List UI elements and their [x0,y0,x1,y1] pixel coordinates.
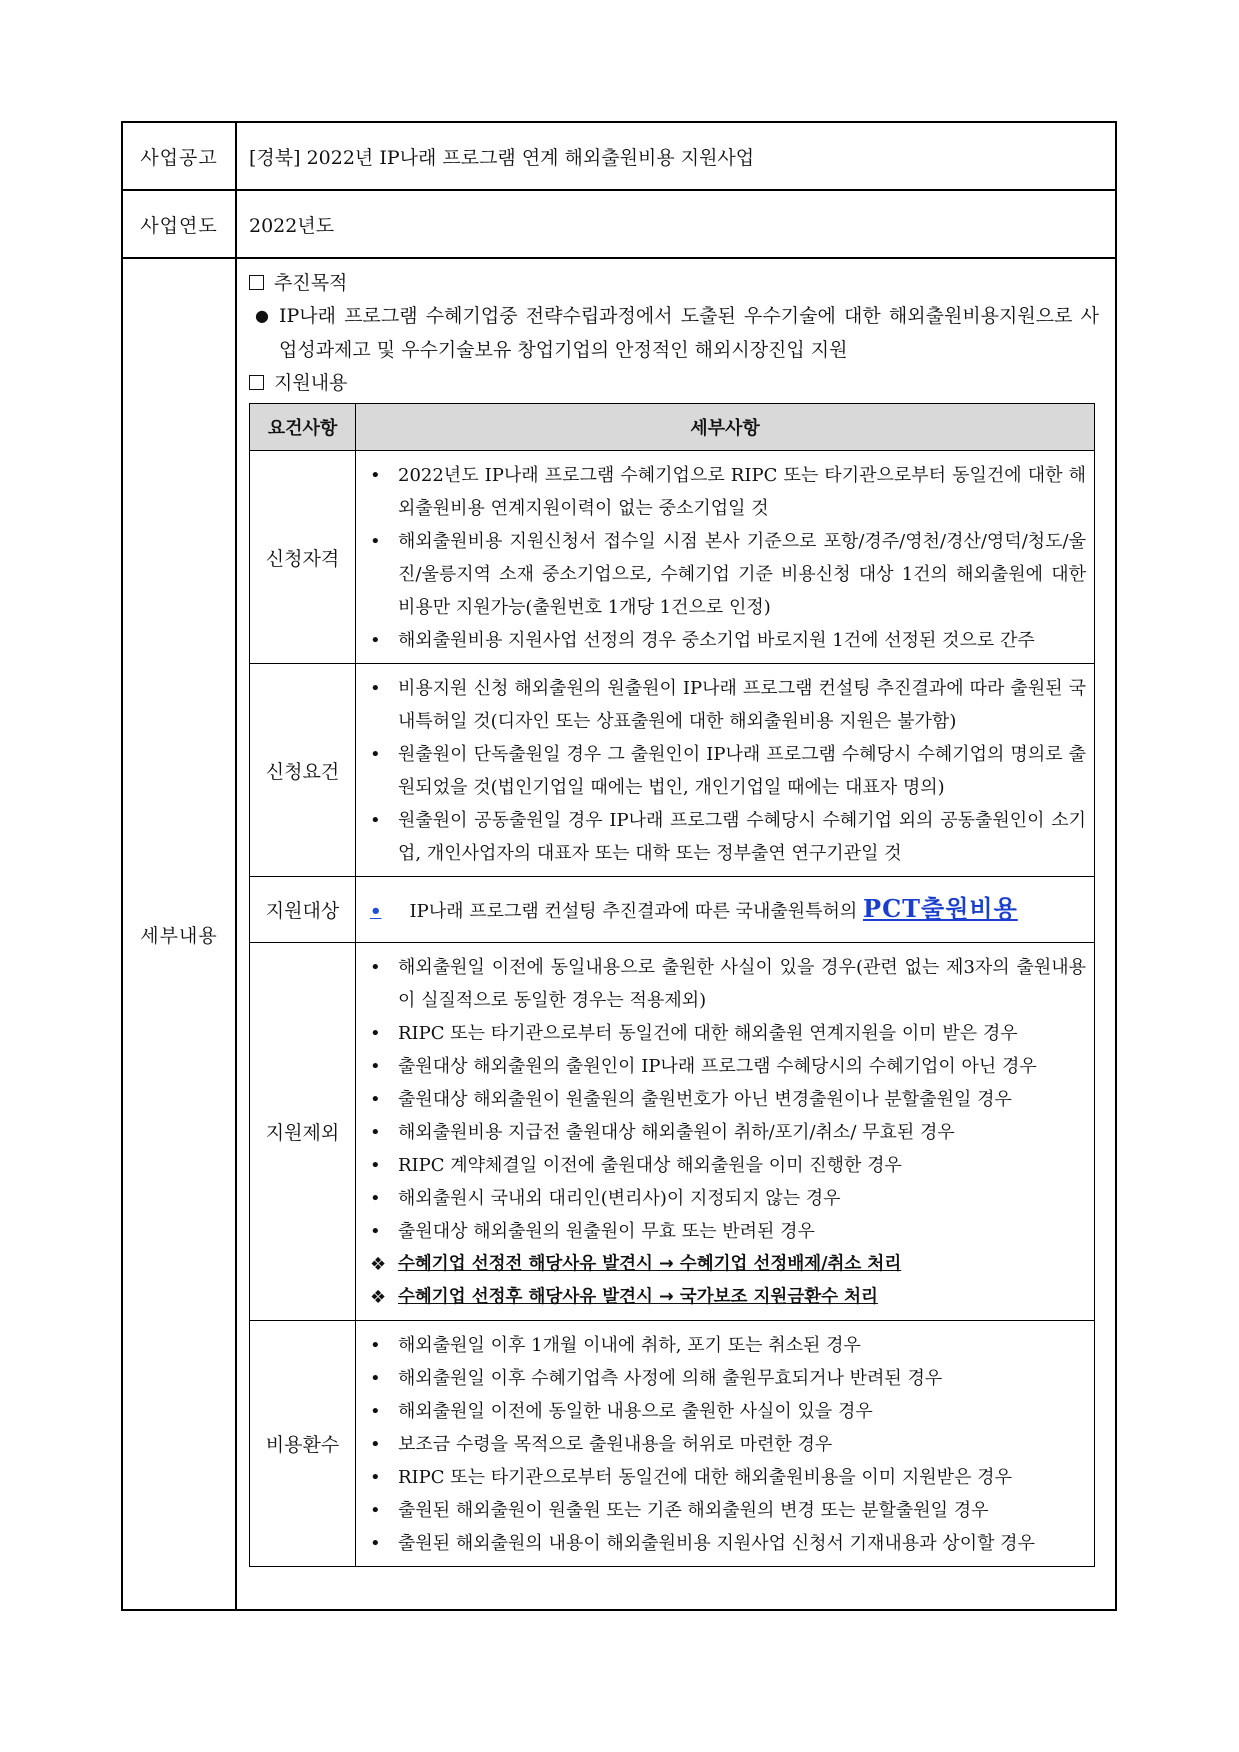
list-item: • 비용지원 신청 해외출원의 원출원이 IP나래 프로그램 컨설팅 추진결과에 따라 출원된 국내특허일 것(디자인 또는 상표출원에 대한 해외출원비용 지원은 불가함) [370,678,1086,732]
row-value-target: • IP나래 프로그램 컨설팅 추진결과에 따른 국내출원특허의 PCT출원비용 [356,877,1095,943]
pct-cost-highlight: PCT출원비용 [863,894,1018,923]
notice-table [121,121,1117,1611]
row-value-exclusions [356,943,1095,1321]
row-key-target: 지원대상 [250,877,356,943]
row-value-requirements [356,664,1095,877]
row-key-eligibility: 신청자격 [250,451,356,664]
note-item: ❖ 수혜기업 선정후 해당사유 발견시 → 국가보조 지원금환수 처리 [366,1281,1086,1314]
header-requirement: 요건사항 [250,404,356,451]
checkbox-square-icon [249,375,264,390]
list-item: • 해외출원일 이전에 동일한 내용으로 출원한 사실이 있을 경우 [370,1401,873,1422]
diamond-icon: ❖ [370,1254,387,1275]
purpose-text: ● IP나래 프로그램 수혜기업중 전략수립과정에서 도출된 우수기술에 대한 해외출원비용지원으로 사업성과제고 및 우수기술보유 창업기업의 안정적인 해외시장진입 지원 [249,299,1099,367]
list-item: • 해외출원일 이후 1개월 이내에 취하, 포기 또는 취소된 경우 [370,1335,861,1356]
list-item: • 출원대상 해외출원의 원출원이 무효 또는 반려된 경우 [370,1221,815,1242]
note-item: ❖ 수혜기업 선정전 해당사유 발견시 → 수혜기업 선정배제/취소 처리 [366,1248,1086,1281]
row-key-requirements: 신청요건 [250,664,356,877]
list-item: • 해외출원비용 지원신청서 접수일 시점 본사 기준으로 포항/경주/영천/경산/영덕/청도/울진/울릉지역 소재 중소기업으로, 수혜기업 기준 비용신청 대상 1건의 해외출원에 대한 비용만 지원가능(출원번호 1개당 1건으로 인정) [370,531,1086,618]
year-value: 2022년도 [236,190,1116,258]
header-details: 세부사항 [356,404,1095,451]
details-content [236,258,1116,1610]
notice-label: 사업공고 [122,122,236,190]
list-item: • 해외출원비용 지급전 출원대상 해외출원이 취하/포기/취소/ 무효된 경우 [370,1122,955,1143]
purpose-heading: 추진목적 [249,267,1099,299]
list-item: • 출원된 해외출원의 내용이 해외출원비용 지원사업 신청서 기재내용과 상이할 경우 [370,1533,1035,1554]
row-value-eligibility [356,451,1095,664]
list-item: • 2022년도 IP나래 프로그램 수혜기업으로 RIPC 또는 타기관으로부터 동일건에 대한 해외출원비용 연계지원이력이 없는 중소기업일 것 [370,465,1086,519]
list-item: • 해외출원일 이전에 동일내용으로 출원한 사실이 있을 경우(관련 없는 제3자의 출원내용이 실질적으로 동일한 경우는 적용제외) [370,957,1086,1011]
list-item: • 해외출원시 국내외 대리인(변리사)이 지정되지 않는 경우 [370,1188,841,1209]
row-value-recovery [356,1321,1095,1567]
checkbox-square-icon [249,275,264,290]
list-item: • 원출원이 공동출원일 경우 IP나래 프로그램 수혜당시 수혜기업 외의 공동출원인이 소기업, 개인사업자의 대표자 또는 대학 또는 정부출연 연구기관일 것 [370,810,1086,864]
list-item: • 출원대상 해외출원이 원출원의 출원번호가 아닌 변경출원이나 분할출원일 경우 [370,1089,1012,1110]
requirements-table [249,403,1095,1567]
support-heading: 지원내용 [249,367,1099,399]
list-item: • 원출원이 단독출원일 경우 그 출원인이 IP나래 프로그램 수혜당시 수혜기업의 명의로 출원되었을 것(법인기업일 때에는 법인, 개인기업일 때에는 대표자 명의) [370,744,1086,798]
list-item: • 출원된 해외출원이 원출원 또는 기존 해외출원의 변경 또는 분할출원일 경우 [370,1500,989,1521]
notice-title: [경북] 2022년 IP나래 프로그램 연계 해외출원비용 지원사업 [236,122,1116,190]
bullet-icon: • [370,901,382,922]
list-item: • 해외출원일 이후 수혜기업측 사정에 의해 출원무효되거나 반려된 경우 [370,1368,943,1389]
list-item: • 보조금 수령을 목적으로 출원내용을 허위로 마련한 경우 [370,1434,833,1455]
list-item: • 출원대상 해외출원의 출원인이 IP나래 프로그램 수혜당시의 수혜기업이 아닌 경우 [370,1056,1037,1077]
details-label: 세부내용 [122,258,236,1610]
list-item: • RIPC 또는 타기관으로부터 동일건에 대한 해외출원비용을 이미 지원받은 경우 [370,1467,1012,1488]
year-label: 사업연도 [122,190,236,258]
bullet-icon: ● [255,306,269,325]
row-key-recovery: 비용환수 [250,1321,356,1567]
list-item: • RIPC 계약체결일 이전에 출원대상 해외출원을 이미 진행한 경우 [370,1155,902,1176]
diamond-icon: ❖ [370,1287,387,1308]
list-item: • 해외출원비용 지원사업 선정의 경우 중소기업 바로지원 1건에 선정된 것으로 간주 [370,630,1035,651]
list-item: • RIPC 또는 타기관으로부터 동일건에 대한 해외출원 연계지원을 이미 받은 경우 [370,1023,1018,1044]
row-key-exclusions: 지원제외 [250,943,356,1321]
